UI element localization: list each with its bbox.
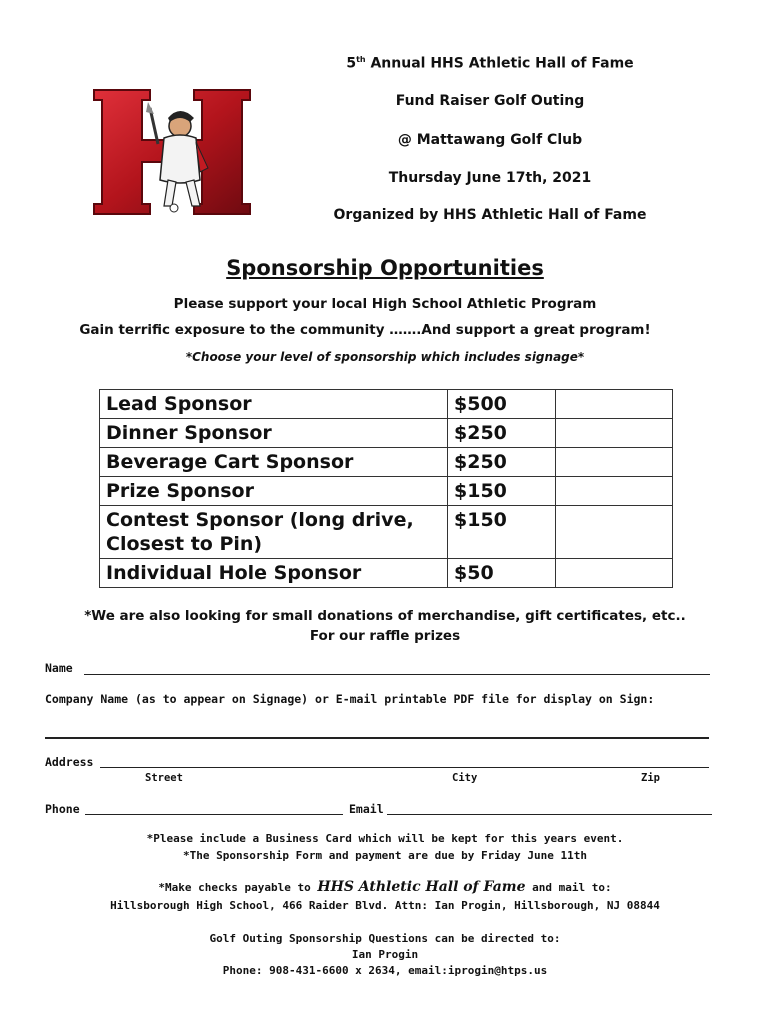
street-sublabel: Street — [145, 772, 183, 784]
intro-line-3: *Choose your level of sponsorship which includes signage* — [185, 350, 585, 364]
sponsorship-price: $50 — [448, 559, 556, 588]
footer-note-1: *Please include a Business Card which will be kept for this years event. — [146, 832, 624, 845]
footer-note-2: *The Sponsorship Form and payment are due by Friday June 11th — [183, 849, 587, 862]
footer-contact-name: Ian Progin — [351, 948, 419, 961]
intro-line-2: Gain terrific exposure to the community …….And support a great program! — [79, 322, 651, 338]
header-line-3: @ Mattawang Golf Club — [397, 132, 583, 148]
footer-questions: Golf Outing Sponsorship Questions can be directed to: — [209, 932, 561, 945]
page-title: Sponsorship Opportunities — [226, 256, 544, 280]
footer-mail-address: Hillsborough High School, 466 Raider Blvd. Attn: Ian Progin, Hillsborough, NJ 08844 — [110, 899, 660, 912]
address-label: Address — [45, 755, 94, 769]
sponsorship-select-box[interactable] — [556, 448, 673, 477]
sponsorship-row — [100, 448, 673, 477]
sponsorship-select-box[interactable] — [556, 477, 673, 506]
sponsorship-select-box[interactable] — [556, 390, 673, 419]
sponsorship-level: Beverage Cart Sponsor — [100, 448, 448, 477]
payee-name: HHS Athletic Hall of Fame — [317, 879, 526, 895]
email-label: Email — [349, 802, 384, 816]
header-line-4: Thursday June 17th, 2021 — [388, 170, 592, 186]
phone-field[interactable] — [85, 814, 343, 815]
email-field[interactable] — [387, 814, 712, 815]
sponsorship-price: $500 — [448, 390, 556, 419]
company-field[interactable] — [45, 737, 709, 739]
header-line-5: Organized by HHS Athletic Hall of Fame — [333, 207, 647, 223]
sponsorship-price: $250 — [448, 448, 556, 477]
donations-line-2: For our raffle prizes — [309, 628, 461, 644]
sponsorship-select-box[interactable] — [556, 419, 673, 448]
sponsorship-row — [100, 477, 673, 506]
sponsorship-select-box[interactable] — [556, 506, 673, 559]
sponsorship-row — [100, 559, 673, 588]
sponsorship-row — [100, 506, 673, 559]
raider-mascot-logo — [92, 88, 252, 216]
sponsorship-level: Individual Hole Sponsor — [100, 559, 448, 588]
sponsorship-price: $250 — [448, 419, 556, 448]
sponsorship-price: $150 — [448, 477, 556, 506]
intro-line-1: Please support your local High School Athletic Program — [173, 296, 597, 312]
sponsorship-row — [100, 419, 673, 448]
sponsorship-level: Contest Sponsor (long drive, Closest to Pin) — [100, 506, 448, 559]
sponsorship-level: Prize Sponsor — [100, 477, 448, 506]
sponsorship-select-box[interactable] — [556, 559, 673, 588]
sponsorship-row — [100, 390, 673, 419]
footer-contact-info: Phone: 908-431-6600 x 2634, email:iprogin@htps.us — [222, 964, 548, 977]
sponsorship-level: Lead Sponsor — [100, 390, 448, 419]
company-label: Company Name (as to appear on Signage) or E-mail printable PDF file for display on Sign: — [45, 692, 655, 706]
sponsorship-table — [99, 389, 673, 588]
header-line-1: 5th Annual HHS Athletic Hall of Fame — [346, 55, 634, 72]
city-sublabel: City — [452, 772, 478, 784]
address-field[interactable] — [100, 767, 709, 768]
header-line-2: Fund Raiser Golf Outing — [395, 93, 585, 109]
phone-label: Phone — [45, 802, 80, 816]
footer-checks: *Make checks payable to HHS Athletic Hall of Fame and mail to: — [158, 879, 612, 895]
sponsorship-level: Dinner Sponsor — [100, 419, 448, 448]
zip-sublabel: Zip — [641, 772, 660, 784]
name-label: Name — [45, 661, 73, 675]
sponsorship-price: $150 — [448, 506, 556, 559]
donations-line-1: *We are also looking for small donations of merchandise, gift certificates, etc.. — [84, 608, 686, 624]
name-field[interactable] — [84, 674, 710, 675]
